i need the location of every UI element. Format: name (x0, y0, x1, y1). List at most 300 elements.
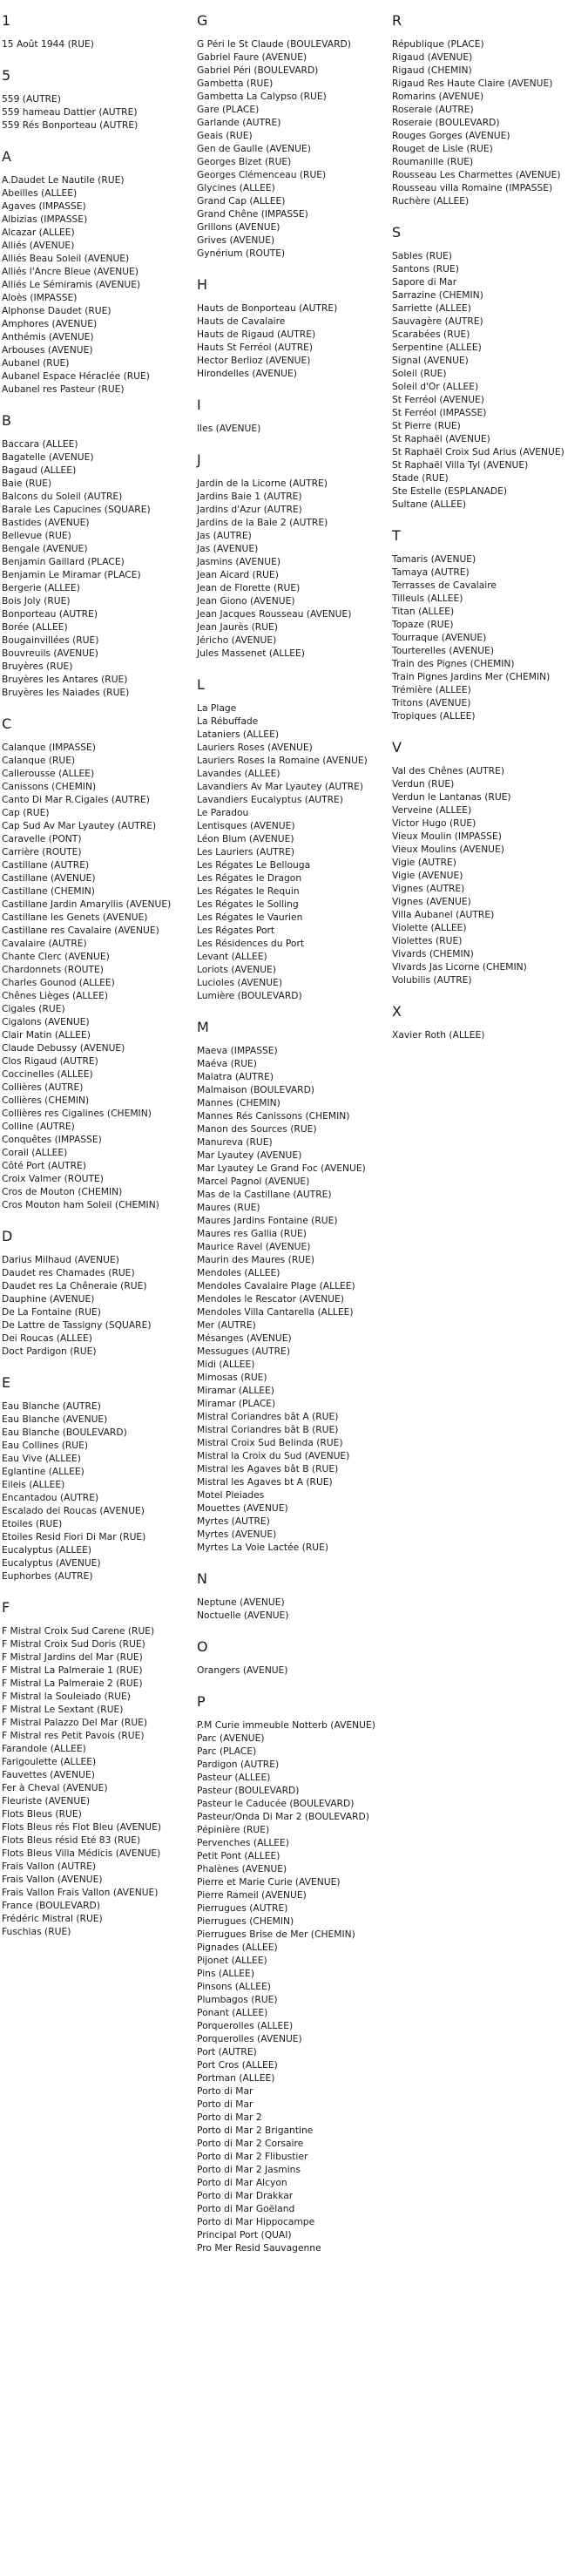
street-entry: Cigales (RUE) (2, 1003, 65, 1014)
letter-section (2, 412, 195, 699)
street-entry: Porto di Mar Drakkar (197, 2190, 294, 2201)
street-entry: Maures res Gallia (RUE) (197, 1228, 307, 1239)
street-entry: Port (AUTRE) (197, 2046, 257, 2057)
street-entry: Mésanges (AVENUE) (197, 1332, 292, 1344)
letter-section (197, 451, 390, 660)
street-entry: Manureva (RUE) (197, 1136, 273, 1148)
street-entry: Mistral les Agaves bât B (RUE) (197, 1463, 339, 1474)
street-entry: Farandole (ALLEE) (2, 1743, 86, 1754)
street-entry: St Ferréol (IMPASSE) (392, 407, 487, 418)
street-entry: Lauriers Roses (AVENUE) (197, 742, 313, 753)
street-entry: Vigie (AVENUE) (392, 870, 463, 881)
street-entry: Pardigon (AUTRE) (197, 1759, 280, 1770)
street-entry: Eucalyptus (AVENUE) (2, 1557, 101, 1569)
street-entry: Ruchère (ALLEE) (392, 195, 470, 207)
letter-heading: A (2, 148, 11, 165)
street-entry: Coccinelles (ALLEE) (2, 1068, 93, 1080)
street-entry: St Pierre (RUE) (392, 420, 461, 431)
street-entry: Balcons du Soleil (AUTRE) (2, 491, 123, 502)
street-entry: Benjamin Le Miramar (PLACE) (2, 569, 141, 580)
street-entry: Pasteur le Caducée (BOULEVARD) (197, 1798, 355, 1809)
street-entry: Plumbagos (RUE) (197, 1994, 278, 2005)
street-entry: Jas (AUTRE) (197, 530, 252, 541)
letter-heading: L (197, 676, 205, 693)
street-entry: Miramar (ALLEE) (197, 1385, 274, 1396)
street-entry: Sauvagère (AUTRE) (392, 315, 483, 327)
street-entry: Alliés (AVENUE) (2, 240, 75, 251)
street-entry: Pépinière (RUE) (197, 1824, 270, 1835)
street-entry: Jardin de la Licorne (AUTRE) (197, 478, 328, 489)
street-entry: Gen de Gaulle (AVENUE) (197, 143, 311, 154)
street-entry: Rousseau Les Charmettes (AVENUE) (392, 169, 561, 180)
street-entry: Euphorbes (AUTRE) (2, 1570, 93, 1582)
letter-section (2, 715, 195, 1211)
street-entry: Midi (ALLEE) (197, 1359, 255, 1370)
street-entry: Terrasses de Cavalaire (392, 580, 497, 591)
letter-section (392, 739, 585, 986)
street-entry: Bergerie (ALLEE) (2, 582, 80, 593)
street-entry: Gabriel Péri (BOULEVARD) (197, 64, 319, 76)
letter-section (392, 1003, 585, 1041)
letter-heading: M (197, 1019, 209, 1035)
street-entry: Cap Sud Av Mar Lyautey (AUTRE) (2, 820, 157, 831)
street-entry: Vignes (AVENUE) (392, 896, 471, 907)
street-entry: F Mistral Croix Sud Doris (RUE) (2, 1638, 145, 1650)
street-entry: Eglantine (ALLEE) (2, 1466, 84, 1477)
street-entry: Parc (PLACE) (197, 1746, 257, 1757)
letter-section (392, 12, 585, 207)
letter-section (197, 397, 390, 435)
street-entry: Topaze (RUE) (392, 619, 454, 630)
street-entry: Garlande (AUTRE) (197, 117, 281, 128)
letter-heading: I (197, 397, 201, 413)
street-entry: Myrtes (AVENUE) (197, 1529, 277, 1540)
street-entry: Hauts de Rigaud (AUTRE) (197, 329, 316, 340)
street-entry: Flots Bleus (RUE) (2, 1808, 82, 1820)
street-entry: Colline (AUTRE) (2, 1121, 75, 1132)
street-entry: Jardins d'Azur (AUTRE) (197, 504, 302, 515)
index-column-2 (197, 12, 390, 2271)
street-entry: Castillane res Cavalaire (AVENUE) (2, 925, 159, 936)
street-entry: Pasteur/Onda Di Mar 2 (BOULEVARD) (197, 1811, 369, 1822)
street-entry: Jean Aicard (RUE) (197, 569, 279, 580)
street-entry: La Plage (197, 702, 237, 714)
street-entry: Pierre et Marie Curie (AVENUE) (197, 1876, 341, 1888)
street-entry: Eau Blanche (AUTRE) (2, 1400, 101, 1412)
letter-section (197, 12, 390, 260)
street-entry: Levant (ALLEE) (197, 951, 267, 962)
street-entry: France (BOULEVARD) (2, 1900, 100, 1911)
street-entry: Bagaud (ALLEE) (2, 464, 77, 476)
letter-heading: C (2, 715, 12, 732)
street-entry: Callerousse (ALLEE) (2, 768, 95, 779)
street-entry: Porto di Mar 2 Jasmins (197, 2164, 301, 2175)
street-entry: Charles Gounod (ALLEE) (2, 977, 115, 988)
street-entry: Noctuelle (AVENUE) (197, 1610, 289, 1621)
street-entry: Maéva (RUE) (197, 1058, 257, 1069)
street-entry: Escalado dei Roucas (AVENUE) (2, 1505, 145, 1516)
street-entry: Verdun le Lantanas (RUE) (392, 791, 511, 803)
street-entry: Jardins Baie 1 (AUTRE) (197, 491, 302, 502)
street-entry: 559 hameau Dattier (AUTRE) (2, 106, 138, 118)
street-entry: Mar Lyautey (AVENUE) (197, 1149, 302, 1161)
street-entry: Barale Les Capucines (SQUARE) (2, 504, 151, 515)
street-entry: Roumanille (RUE) (392, 156, 474, 167)
street-entry: Flots Bleus Villa Médicis (AVENUE) (2, 1847, 161, 1859)
street-entry: Lumière (BOULEVARD) (197, 990, 302, 1001)
street-entry: Rigaud (CHEMIN) (392, 64, 472, 76)
street-entry: Sarrazine (CHEMIN) (392, 289, 483, 301)
street-entry: Malmaison (BOULEVARD) (197, 1084, 314, 1095)
street-entry: Baccara (ALLEE) (2, 438, 78, 450)
street-entry: Volubilis (AUTRE) (392, 974, 472, 986)
street-entry: Mistral Coriandres bât A (RUE) (197, 1411, 339, 1422)
street-entry: Eucalyptus (ALLEE) (2, 1544, 92, 1556)
street-entry: Pierrugues Brise de Mer (CHEMIN) (197, 1929, 355, 1940)
letter-heading: J (197, 451, 201, 468)
street-entry: Mas de la Castillane (AUTRE) (197, 1189, 332, 1200)
street-entry: Flots Bleus résid Eté 83 (RUE) (2, 1834, 141, 1846)
street-entry: Etoiles Resid Fiori Di Mar (RUE) (2, 1531, 146, 1542)
letter-heading: E (2, 1374, 11, 1391)
street-entry: Tilleuls (ALLEE) (392, 593, 463, 604)
street-entry: 559 (AUTRE) (2, 93, 61, 105)
street-entry: Bruyères (RUE) (2, 661, 73, 672)
letter-section (197, 276, 390, 380)
street-entry: Verdun (RUE) (392, 778, 455, 790)
street-entry: Port Cros (ALLEE) (197, 2059, 278, 2071)
street-entry: Arbouses (AVENUE) (2, 344, 93, 356)
index-column-3 (392, 12, 585, 1058)
street-entry: Castillane (CHEMIN) (2, 885, 95, 897)
street-entry: Dauphine (AVENUE) (2, 1293, 95, 1305)
street-entry: Violette (ALLEE) (392, 922, 467, 933)
street-entry: Gambetta (RUE) (197, 78, 274, 89)
street-entry: Loriots (AVENUE) (197, 964, 276, 975)
street-entry: Sarriette (ALLEE) (392, 302, 471, 314)
street-entry: St Raphaël Villa Tyl (AVENUE) (392, 459, 529, 471)
street-entry: Myrtes (AUTRE) (197, 1515, 270, 1527)
street-entry: Cigalons (AVENUE) (2, 1016, 90, 1027)
street-entry: Georges Bizet (RUE) (197, 156, 292, 167)
street-entry: Romarins (AVENUE) (392, 91, 484, 102)
street-entry: Sultane (ALLEE) (392, 498, 467, 510)
street-entry: Bois Joly (RUE) (2, 595, 71, 607)
street-entry: Daudet res Chamades (RUE) (2, 1267, 135, 1278)
street-entry: F Mistral Le Sextant (RUE) (2, 1704, 124, 1715)
street-entry: Jean Jacques Rousseau (AVENUE) (197, 608, 352, 620)
street-entry: Jardins de la Baie 2 (AUTRE) (197, 517, 328, 528)
street-entry: Mannes Rés Canissons (CHEMIN) (197, 1110, 350, 1122)
letter-heading: V (392, 739, 402, 756)
letter-heading: X (392, 1003, 402, 1020)
street-entry: Gabriel Faure (AVENUE) (197, 51, 308, 63)
street-entry: Vigie (AUTRE) (392, 857, 456, 868)
street-entry: Cavalaire (AUTRE) (2, 938, 87, 949)
street-entry: Tourterelles (AVENUE) (392, 645, 494, 656)
street-entry: Hector Berlioz (AVENUE) (197, 355, 311, 366)
street-entry: Mouettes (AVENUE) (197, 1502, 288, 1514)
street-entry: Soleil d'Or (ALLEE) (392, 381, 479, 392)
street-entry: Grives (AVENUE) (197, 234, 275, 246)
street-entry: Orangers (AVENUE) (197, 1664, 288, 1676)
street-entry: Georges Clémenceau (RUE) (197, 169, 327, 180)
street-entry: Mendoles Villa Cantarella (ALLEE) (197, 1306, 354, 1318)
street-entry: Rigaud Res Haute Claire (AVENUE) (392, 78, 553, 89)
letter-heading: B (2, 412, 11, 429)
street-entry: Chardonnets (ROUTE) (2, 964, 104, 975)
street-entry: Porto di Mar 2 Corsaire (197, 2138, 304, 2149)
street-entry: Les Régates le Vaurien (197, 912, 303, 923)
street-entry: Bouvreuils (AVENUE) (2, 647, 98, 659)
street-entry: F Mistral res Petit Pavois (RUE) (2, 1730, 145, 1741)
street-entry: Pignades (ALLEE) (197, 1942, 278, 1953)
street-entry: République (PLACE) (392, 38, 484, 50)
street-entry: 559 Rés Bonporteau (AUTRE) (2, 119, 139, 131)
street-entry: Sables (RUE) (392, 250, 452, 261)
street-entry: Pasteur (BOULEVARD) (197, 1785, 300, 1796)
street-entry: Porquerolles (AVENUE) (197, 2033, 302, 2044)
street-entry: Carrière (ROUTE) (2, 846, 82, 858)
street-entry: Les Lauriers (AUTRE) (197, 846, 295, 858)
letter-heading: 5 (2, 67, 11, 84)
street-entry: Fauvettes (AVENUE) (2, 1769, 95, 1780)
street-entry: Principal Port (QUAI) (197, 2229, 292, 2240)
letter-section (392, 527, 585, 722)
street-entry: Victor Hugo (RUE) (392, 817, 476, 829)
street-entry: Cros de Mouton (CHEMIN) (2, 1186, 123, 1197)
street-entry: Rousseau villa Romaine (IMPASSE) (392, 182, 553, 193)
street-entry: Borée (ALLEE) (2, 621, 68, 633)
street-entry: Caravelle (PONT) (2, 833, 82, 844)
street-entry: Hirondelles (AVENUE) (197, 368, 297, 379)
letter-section (2, 1599, 195, 1938)
street-entry: Les Régates Le Bellouga (197, 859, 311, 871)
street-entry: Jéricho (AVENUE) (197, 634, 277, 646)
street-entry: Pasteur (ALLEE) (197, 1772, 271, 1783)
letter-section (197, 1570, 390, 1622)
street-entry: Bruyères les Antares (RUE) (2, 674, 128, 685)
street-entry: Porto di Mar Hippocampe (197, 2216, 315, 2227)
letter-heading: F (2, 1599, 10, 1616)
street-entry: Vivards Jas Licorne (CHEMIN) (392, 961, 527, 973)
street-entry: Lavandes (ALLEE) (197, 768, 280, 779)
street-entry: Anthémis (AVENUE) (2, 331, 94, 342)
street-entry: Porto di Mar (197, 2098, 253, 2110)
street-entry: Maurin des Maures (RUE) (197, 1254, 314, 1265)
street-entry: Alphonse Daudet (RUE) (2, 305, 112, 316)
street-entry: Tourraque (AVENUE) (392, 632, 487, 643)
street-entry: Mendoles le Rescator (AVENUE) (197, 1293, 344, 1305)
street-entry: Rigaud (AVENUE) (392, 51, 473, 63)
street-entry: Bengale (AVENUE) (2, 543, 88, 554)
street-entry: Violettes (RUE) (392, 935, 463, 946)
street-entry: Jean Jaurès (RUE) (197, 621, 278, 633)
street-entry: Tropiques (ALLEE) (392, 710, 476, 722)
street-entry: De La Fontaine (RUE) (2, 1306, 101, 1318)
street-entry: Alliés l'Ancre Bleue (AVENUE) (2, 266, 139, 277)
street-entry: Mistral Coriandres bât B (RUE) (197, 1424, 339, 1435)
street-entry: Rouges Gorges (AVENUE) (392, 130, 510, 141)
street-entry: Collières (CHEMIN) (2, 1095, 90, 1106)
street-entry: Santons (RUE) (392, 263, 459, 275)
street-entry: Mimosas (RUE) (197, 1372, 267, 1383)
street-entry: Frédéric Mistral (RUE) (2, 1913, 103, 1924)
street-entry: Eileis (ALLEE) (2, 1479, 65, 1490)
letter-heading: G (197, 12, 208, 29)
street-entry: Flots Bleus rés Flot Bleu (AVENUE) (2, 1821, 162, 1833)
street-entry: Titan (ALLEE) (392, 606, 455, 617)
street-entry: Les Résidences du Port (197, 938, 305, 949)
street-entry: Albizias (IMPASSE) (2, 214, 88, 225)
street-entry: Frais Vallon Frais Vallon (AVENUE) (2, 1887, 159, 1898)
street-entry: Gynérium (ROUTE) (197, 247, 286, 259)
street-entry: Doct Pardigon (RUE) (2, 1346, 97, 1357)
street-entry: Mer (AUTRE) (197, 1319, 256, 1331)
street-entry: Pins (ALLEE) (197, 1968, 254, 1979)
street-entry: Mar Lyautey Le Grand Foc (AVENUE) (197, 1163, 366, 1174)
street-entry: Aloès (IMPASSE) (2, 292, 78, 303)
street-entry: Castillane (AUTRE) (2, 859, 90, 871)
street-entry: Eau Vive (ALLEE) (2, 1453, 81, 1464)
street-entry: Pierrugues (AUTRE) (197, 1902, 288, 1914)
street-entry: Jean Giono (AVENUE) (197, 595, 295, 607)
street-entry: Pijonet (ALLEE) (197, 1955, 267, 1966)
street-entry: Farigoulette (ALLEE) (2, 1756, 97, 1767)
letter-section (2, 1228, 195, 1358)
street-entry: Les Régates le Requin (197, 885, 300, 897)
index-column-1 (2, 12, 195, 1955)
street-entry: Fleuriste (AVENUE) (2, 1795, 91, 1807)
street-entry: Trémière (ALLEE) (392, 684, 471, 695)
street-entry: Collières res Cigalines (CHEMIN) (2, 1108, 152, 1119)
street-entry: De Lattre de Tassigny (SQUARE) (2, 1319, 152, 1331)
street-entry: Maurice Ravel (AVENUE) (197, 1241, 311, 1252)
letter-section (2, 12, 195, 51)
street-entry: P.M Curie immeuble Notterb (AVENUE) (197, 1719, 375, 1731)
street-entry: Ste Estelle (ESPLANADE) (392, 485, 508, 497)
street-entry: Train des Pignes (CHEMIN) (392, 658, 515, 669)
street-entry: Clos Rigaud (AUTRE) (2, 1055, 98, 1067)
street-entry: Bagatelle (AVENUE) (2, 451, 94, 463)
street-entry: Frais Vallon (AVENUE) (2, 1874, 103, 1885)
street-entry: 15 Août 1944 (RUE) (2, 38, 94, 50)
street-entry: Grand Cap (ALLEE) (197, 195, 286, 207)
street-entry: Messugues (AUTRE) (197, 1346, 290, 1357)
letter-section (197, 1693, 390, 2254)
street-entry: Roseraie (AUTRE) (392, 104, 474, 115)
letter-section (2, 148, 195, 396)
street-entry: Castillane (AVENUE) (2, 872, 96, 884)
street-entry: Lauriers Roses la Romaine (AVENUE) (197, 755, 368, 766)
street-entry: Porto di Mar 2 Brigantine (197, 2125, 314, 2136)
street-entry: Pervenches (ALLEE) (197, 1837, 289, 1848)
street-entry: St Raphaël (AVENUE) (392, 433, 490, 444)
letter-heading: H (197, 276, 208, 293)
street-entry: Frais Vallon (AUTRE) (2, 1861, 97, 1872)
street-entry: F Mistral la Souleiado (RUE) (2, 1691, 131, 1702)
street-entry: St Ferréol (AVENUE) (392, 394, 484, 405)
street-entry: Vignes (AUTRE) (392, 883, 465, 894)
street-entry: Bonporteau (AUTRE) (2, 608, 98, 620)
street-entry: Clair Matin (ALLEE) (2, 1029, 91, 1041)
street-entry: Vieux Moulin (IMPASSE) (392, 830, 502, 842)
street-entry: Côté Port (AUTRE) (2, 1160, 86, 1171)
street-entry: Dei Roucas (ALLEE) (2, 1332, 92, 1344)
street-entry: Grand Chêne (IMPASSE) (197, 208, 308, 220)
street-entry: Aubanel (RUE) (2, 357, 70, 369)
street-entry: Porto di Mar 2 (197, 2112, 262, 2123)
street-entry: Aubanel Espace Héraclée (RUE) (2, 370, 150, 382)
street-entry: Bastides (AVENUE) (2, 517, 90, 528)
street-entry: Le Paradou (197, 807, 249, 818)
street-entry: Croix Valmer (ROUTE) (2, 1173, 104, 1184)
street-entry: Castillane Jardin Amaryllis (AVENUE) (2, 898, 172, 910)
letter-heading: S (392, 224, 402, 241)
street-entry: Iles (AVENUE) (197, 423, 261, 434)
street-entry: Sapore di Mar (392, 276, 457, 288)
street-entry: Manon des Sources (RUE) (197, 1123, 317, 1135)
street-entry: Eau Collines (RUE) (2, 1440, 89, 1451)
street-entry: Darius Milhaud (AVENUE) (2, 1254, 119, 1265)
street-entry: Collières (AUTRE) (2, 1081, 84, 1093)
letter-heading: D (2, 1228, 13, 1244)
street-entry: Léon Blum (AVENUE) (197, 833, 294, 844)
street-entry: Encantadou (AUTRE) (2, 1492, 99, 1503)
street-entry: Soleil (RUE) (392, 368, 447, 379)
street-entry: Rouget de Lisle (RUE) (392, 143, 493, 154)
street-entry: Alliés Le Sémiramis (AVENUE) (2, 279, 141, 290)
street-entry: G Péri le St Claude (BOULEVARD) (197, 38, 351, 50)
street-entry: F Mistral La Palmeraie 2 (RUE) (2, 1678, 143, 1689)
street-entry: Verveine (ALLEE) (392, 804, 472, 816)
street-entry: Petit Pont (ALLEE) (197, 1850, 280, 1861)
street-entry: Mendoles Cavalaire Plage (ALLEE) (197, 1280, 355, 1291)
street-entry: Tritons (AVENUE) (392, 697, 471, 708)
street-entry: Phalènes (AVENUE) (197, 1863, 287, 1874)
street-entry: Etoiles (RUE) (2, 1518, 63, 1529)
street-entry: Myrtes La Voie Lactée (RUE) (197, 1542, 328, 1553)
street-entry: Roseraie (BOULEVARD) (392, 117, 500, 128)
street-entry: Daudet res La Chêneraie (RUE) (2, 1280, 147, 1291)
street-entry: Corail (ALLEE) (2, 1147, 68, 1158)
street-entry: Porto di Mar 2 Flibustier (197, 2151, 308, 2162)
street-entry: Hauts de Bonporteau (AUTRE) (197, 302, 338, 314)
street-entry: Porto di Mar Alcyon (197, 2177, 287, 2188)
street-entry: St Raphaël Croix Sud Arius (AVENUE) (392, 446, 564, 458)
street-entry: Porto di Mar (197, 2085, 253, 2097)
street-entry: Jules Massenet (ALLEE) (197, 647, 305, 659)
street-entry: Marcel Pagnol (AVENUE) (197, 1176, 310, 1187)
letter-section (2, 67, 195, 132)
letter-heading: O (197, 1638, 208, 1655)
street-entry: Lataniers (ALLEE) (197, 729, 279, 740)
street-entry: A.Daudet Le Nautile (RUE) (2, 174, 125, 186)
street-entry: F Mistral Croix Sud Carene (RUE) (2, 1625, 155, 1637)
street-entry: Stade (RUE) (392, 472, 449, 484)
street-entry: Porto di Mar Goëland (197, 2203, 295, 2214)
street-entry: Glycines (ALLEE) (197, 182, 275, 193)
street-entry: Lavandiers Av Mar Lyautey (AUTRE) (197, 781, 364, 792)
street-entry: Neptune (AVENUE) (197, 1596, 285, 1608)
street-entry: Pierrugues (CHEMIN) (197, 1915, 294, 1927)
street-entry: Geais (RUE) (197, 130, 253, 141)
street-entry: Hauts de Cavalaire (197, 315, 286, 327)
street-entry: Aubanel res Pasteur (RUE) (2, 383, 125, 395)
street-entry: Vieux Moulins (AVENUE) (392, 844, 504, 855)
street-entry: Baie (RUE) (2, 478, 52, 489)
street-entry: Chênes Lièges (ALLEE) (2, 990, 109, 1001)
